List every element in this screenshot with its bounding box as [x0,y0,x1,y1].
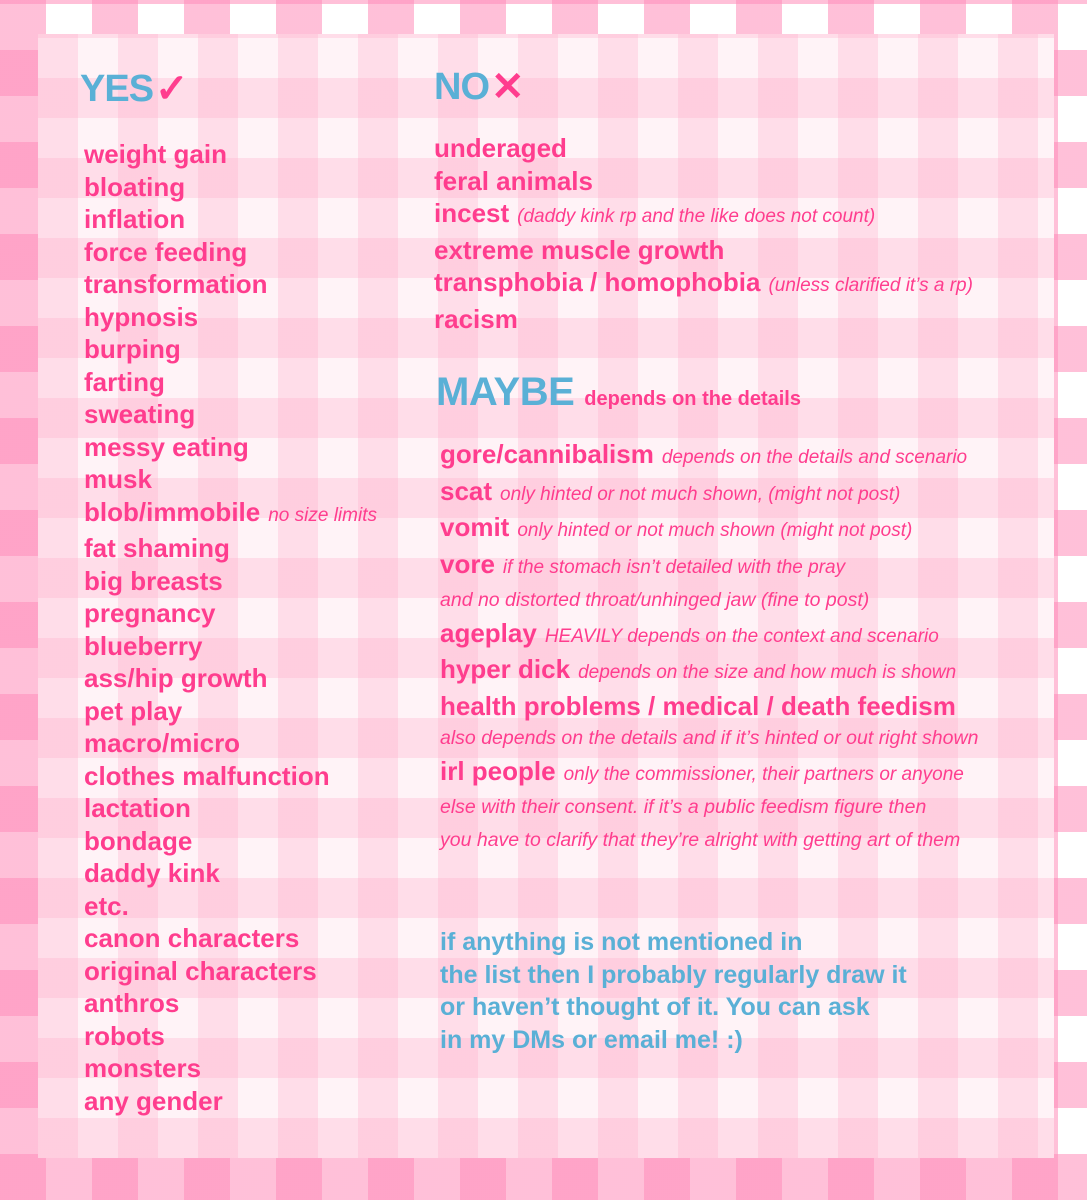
yes-item [84,463,377,496]
yes-item [84,1052,377,1085]
maybe-item-note: else with their consent. if it’s a public feedism figure then [440,796,927,818]
maybe-item-label: hyper dick [440,654,571,684]
no-item-label: feral animals [434,165,593,196]
yes-item [84,333,377,366]
maybe-item-note: only hinted or not much shown (might not post) [517,520,913,541]
no-item-label: incest [434,198,510,228]
yes-item [84,662,377,695]
yes-item [84,890,377,923]
maybe-item-note: depends on the details and scenario [661,447,968,468]
yes-item [84,301,377,334]
yes-item [84,236,377,269]
maybe-item-note: only hinted or not much shown, (might not post) [500,483,901,505]
yes-title: YES [80,67,154,110]
yes-item [84,366,377,399]
yes-item [84,597,377,630]
maybe-item [440,722,978,755]
no-item [434,197,973,234]
yes-item [84,138,377,171]
maybe-item [440,438,978,475]
maybe-item [440,548,978,585]
yes-item-label: blob/immobile [84,496,261,527]
yes-item-label: weight gain [84,139,227,169]
no-item [434,303,973,336]
yes-item-label: inflation [84,204,186,234]
yes-item-label: bondage [84,825,193,856]
yes-item [84,857,377,890]
no-item [434,234,973,267]
maybe-item [440,511,978,548]
maybe-title: MAYBE [436,370,575,414]
footer-line: or haven’t thought of it. You can ask [440,993,870,1021]
yes-item [84,987,377,1020]
maybe-item-label: irl people [440,755,556,786]
yes-item [84,1085,377,1118]
yes-item-label: messy eating [84,431,249,462]
no-item-note: (unless clarified it’s a rp) [768,275,973,296]
maybe-item-label: vomit [440,512,510,542]
footer-line: the list then I probably regularly draw it [440,960,907,989]
maybe-item-note: HEAVILY depends on the context and scenario [544,625,939,647]
yes-item-label: farting [84,366,165,397]
yes-item-label: daddy kink [84,858,220,888]
yes-item-label: bloating [84,171,186,202]
yes-item-label: monsters [84,1053,202,1083]
yes-item [84,792,377,825]
yes-item [84,268,377,301]
maybe-item [440,791,978,824]
maybe-item-label: vore [440,548,495,579]
maybe-item [440,617,978,654]
yes-item-label: clothes malfunction [84,760,330,791]
yes-item-label: original characters [84,955,317,986]
no-item-label: extreme muscle growth [434,234,725,265]
yes-item-note: no size limits [268,504,377,526]
no-item [434,132,973,165]
maybe-item [440,584,978,617]
no-item [434,266,973,303]
yes-item-label: etc. [84,890,129,921]
yes-item-label: pregnancy [84,598,216,628]
maybe-item-note: you have to clarify that they’re alright with getting art of them [440,828,961,851]
yes-item-label: canon characters [84,923,300,953]
no-title: NO [434,65,489,108]
maybe-item-note: and no distorted throat/unhinged jaw (fine to post) [440,589,870,611]
maybe-item-label: scat [440,475,493,506]
maybe-item-note: only the commissioner, their partners or anyone [563,763,964,785]
no-list [434,132,973,335]
yes-item-label: fat shaming [84,533,230,563]
maybe-item-note: depends on the size and how much is shown [578,662,957,683]
yes-item [84,630,377,663]
yes-item [84,565,377,598]
yes-item-label: burping [84,334,181,364]
yes-item-label: sweating [84,399,196,429]
footer-line: if anything is not mentioned in [440,928,803,956]
maybe-item-label: health problems / medical / death feedism [440,690,956,721]
yes-item-label: musk [84,464,152,494]
yes-item [84,203,377,236]
yes-item [84,171,377,204]
maybe-item [440,755,978,792]
maybe-item-label: gore/cannibalism [440,439,654,469]
yes-item-label: force feeding [84,236,248,267]
maybe-list [440,438,978,856]
maybe-item [440,824,978,857]
maybe-item-label: ageplay [440,617,537,648]
yes-item-label: robots [84,1020,165,1051]
maybe-subtitle: depends on the details [584,388,801,410]
maybe-heading [436,370,801,415]
maybe-item [440,475,978,512]
no-item-note: (daddy kink rp and the like does not count) [517,206,876,227]
yes-item [84,1020,377,1053]
maybe-item-note: if the stomach isn’t detailed with the pray [502,556,846,578]
maybe-item [440,653,978,690]
yes-item [84,431,377,464]
yes-item [84,496,377,533]
yes-item-label: macro/micro [84,728,241,758]
yes-item-label: any gender [84,1085,223,1116]
yes-item [84,727,377,760]
yes-list [84,138,377,1117]
footer-note [440,926,907,1056]
yes-item-label: pet play [84,695,183,726]
yes-item [84,398,377,431]
no-item [434,165,973,198]
maybe-item-note: also depends on the details and if it’s hinted or out right shown [440,727,979,749]
yes-item [84,760,377,793]
yes-item [84,922,377,955]
yes-item-label: blueberry [84,630,203,661]
yes-item [84,955,377,988]
yes-heading [80,66,188,112]
cross-icon: ✕ [491,65,524,109]
yes-item-label: ass/hip growth [84,663,268,693]
yes-item [84,825,377,858]
yes-item-label: hypnosis [84,301,199,332]
yes-item-label: lactation [84,793,191,823]
no-item-label: racism [434,303,518,334]
no-item-label: transphobia / homophobia [434,267,761,297]
yes-item-label: transformation [84,269,268,299]
yes-item-label: anthros [84,988,180,1018]
checkmark-icon: ✓ [155,67,188,111]
yes-item-label: big breasts [84,565,223,596]
no-heading [434,64,524,110]
yes-item [84,695,377,728]
no-item-label: underaged [434,133,567,163]
footer-line: in my DMs or email me! :) [440,1025,743,1054]
maybe-item [440,690,978,723]
yes-item [84,532,377,565]
